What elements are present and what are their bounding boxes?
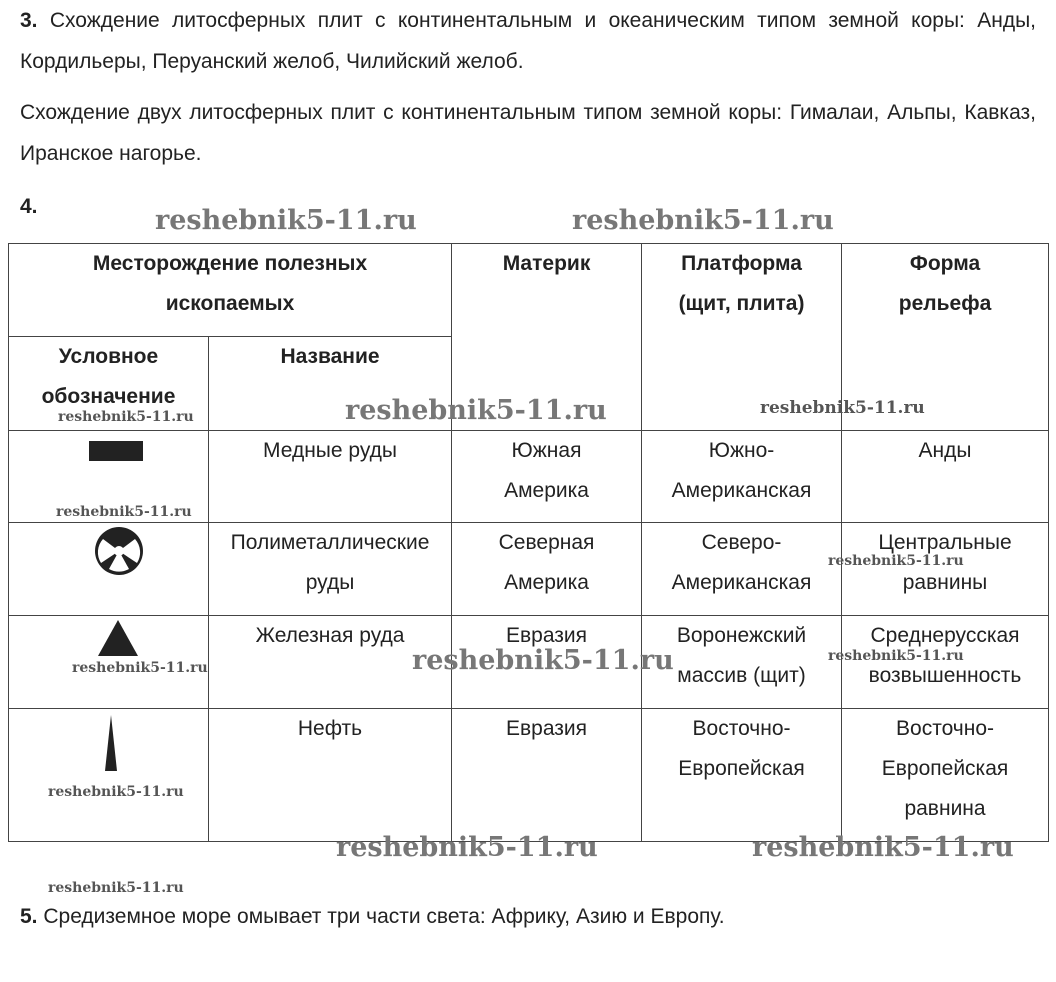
section-3-text1: Схождение литосферных плит с континентальным и океаническим типом земной коры: Анды, Кордильеры, Перуанский желоб, Чилийский желоб. — [20, 9, 1037, 73]
platform-cell: Северо-Американская — [642, 523, 842, 616]
watermark: reshebnik5-11.ru — [336, 832, 598, 863]
watermark: reshebnik5-11.ru — [72, 660, 208, 676]
continent-cell: Южная Америка — [452, 431, 642, 523]
platform-cell: Воронежский массив (щит) — [642, 616, 842, 709]
deposit-name: Медные руды — [209, 431, 452, 523]
header-symbol: Условное обозначение — [9, 337, 209, 431]
relief-cell: Восточно-Европейская равнина — [842, 709, 1049, 842]
watermark: reshebnik5-11.ru — [828, 648, 964, 664]
table-row — [9, 523, 1049, 616]
watermark: reshebnik5-11.ru — [752, 832, 1014, 863]
header-platform: Платформа (щит, плита) — [642, 244, 842, 431]
deposit-name: Железная руда — [209, 616, 452, 709]
watermark: reshebnik5-11.ru — [58, 409, 194, 425]
section-5-text: Средиземное море омывает три части света: Африку, Азию и Европу. — [43, 905, 725, 928]
section-3-text2: Схождение двух литосферных плит с континентальным типом земной коры: Гималаи, Альпы, Кавказ, Иранское нагорье. — [20, 101, 1036, 165]
continent-cell: Евразия — [452, 709, 642, 842]
minerals-table — [8, 243, 1049, 842]
watermark: reshebnik5-11.ru — [56, 504, 192, 520]
tall-triangle-icon — [9, 709, 209, 779]
watermark: reshebnik5-11.ru — [48, 880, 184, 896]
section-3-number: 3. — [20, 9, 38, 32]
header-name: Название — [209, 337, 452, 431]
symbol-cell — [9, 709, 209, 842]
continent-cell: Евразия — [452, 616, 642, 709]
platform-cell: Южно-Американская — [642, 431, 842, 523]
watermark: reshebnik5-11.ru — [48, 784, 184, 800]
header-relief: Форма рельефа — [842, 244, 1049, 431]
deposit-name: Полиметаллические руды — [209, 523, 452, 616]
section-4-number: 4. — [20, 195, 38, 218]
watermark: reshebnik5-11.ru — [155, 205, 417, 236]
watermark: reshebnik5-11.ru — [828, 553, 964, 569]
header-deposit: Месторождение полезных ископаемых — [9, 244, 452, 337]
black-rectangle-icon — [9, 431, 209, 491]
paragraph-5 — [20, 896, 725, 937]
symbol-cell — [9, 523, 209, 616]
table-row — [9, 709, 1049, 842]
section-5-number: 5. — [20, 905, 38, 928]
watermark: reshebnik5-11.ru — [345, 395, 607, 426]
watermark: reshebnik5-11.ru — [572, 205, 834, 236]
platform-cell: Восточно-Европейская — [642, 709, 842, 842]
watermark: reshebnik5-11.ru — [760, 398, 925, 418]
continent-cell: Северная Америка — [452, 523, 642, 616]
watermark: reshebnik5-11.ru — [412, 645, 674, 676]
relief-cell: Анды — [842, 431, 1049, 523]
polymetal-circle-icon — [9, 523, 209, 583]
paragraph-3-line1 — [20, 0, 1036, 82]
header-continent: Материк — [452, 244, 642, 431]
deposit-name: Нефть — [209, 709, 452, 842]
relief-cell: Среднерусская возвышенность — [842, 616, 1049, 709]
relief-cell: Центральные равнины — [842, 523, 1049, 616]
